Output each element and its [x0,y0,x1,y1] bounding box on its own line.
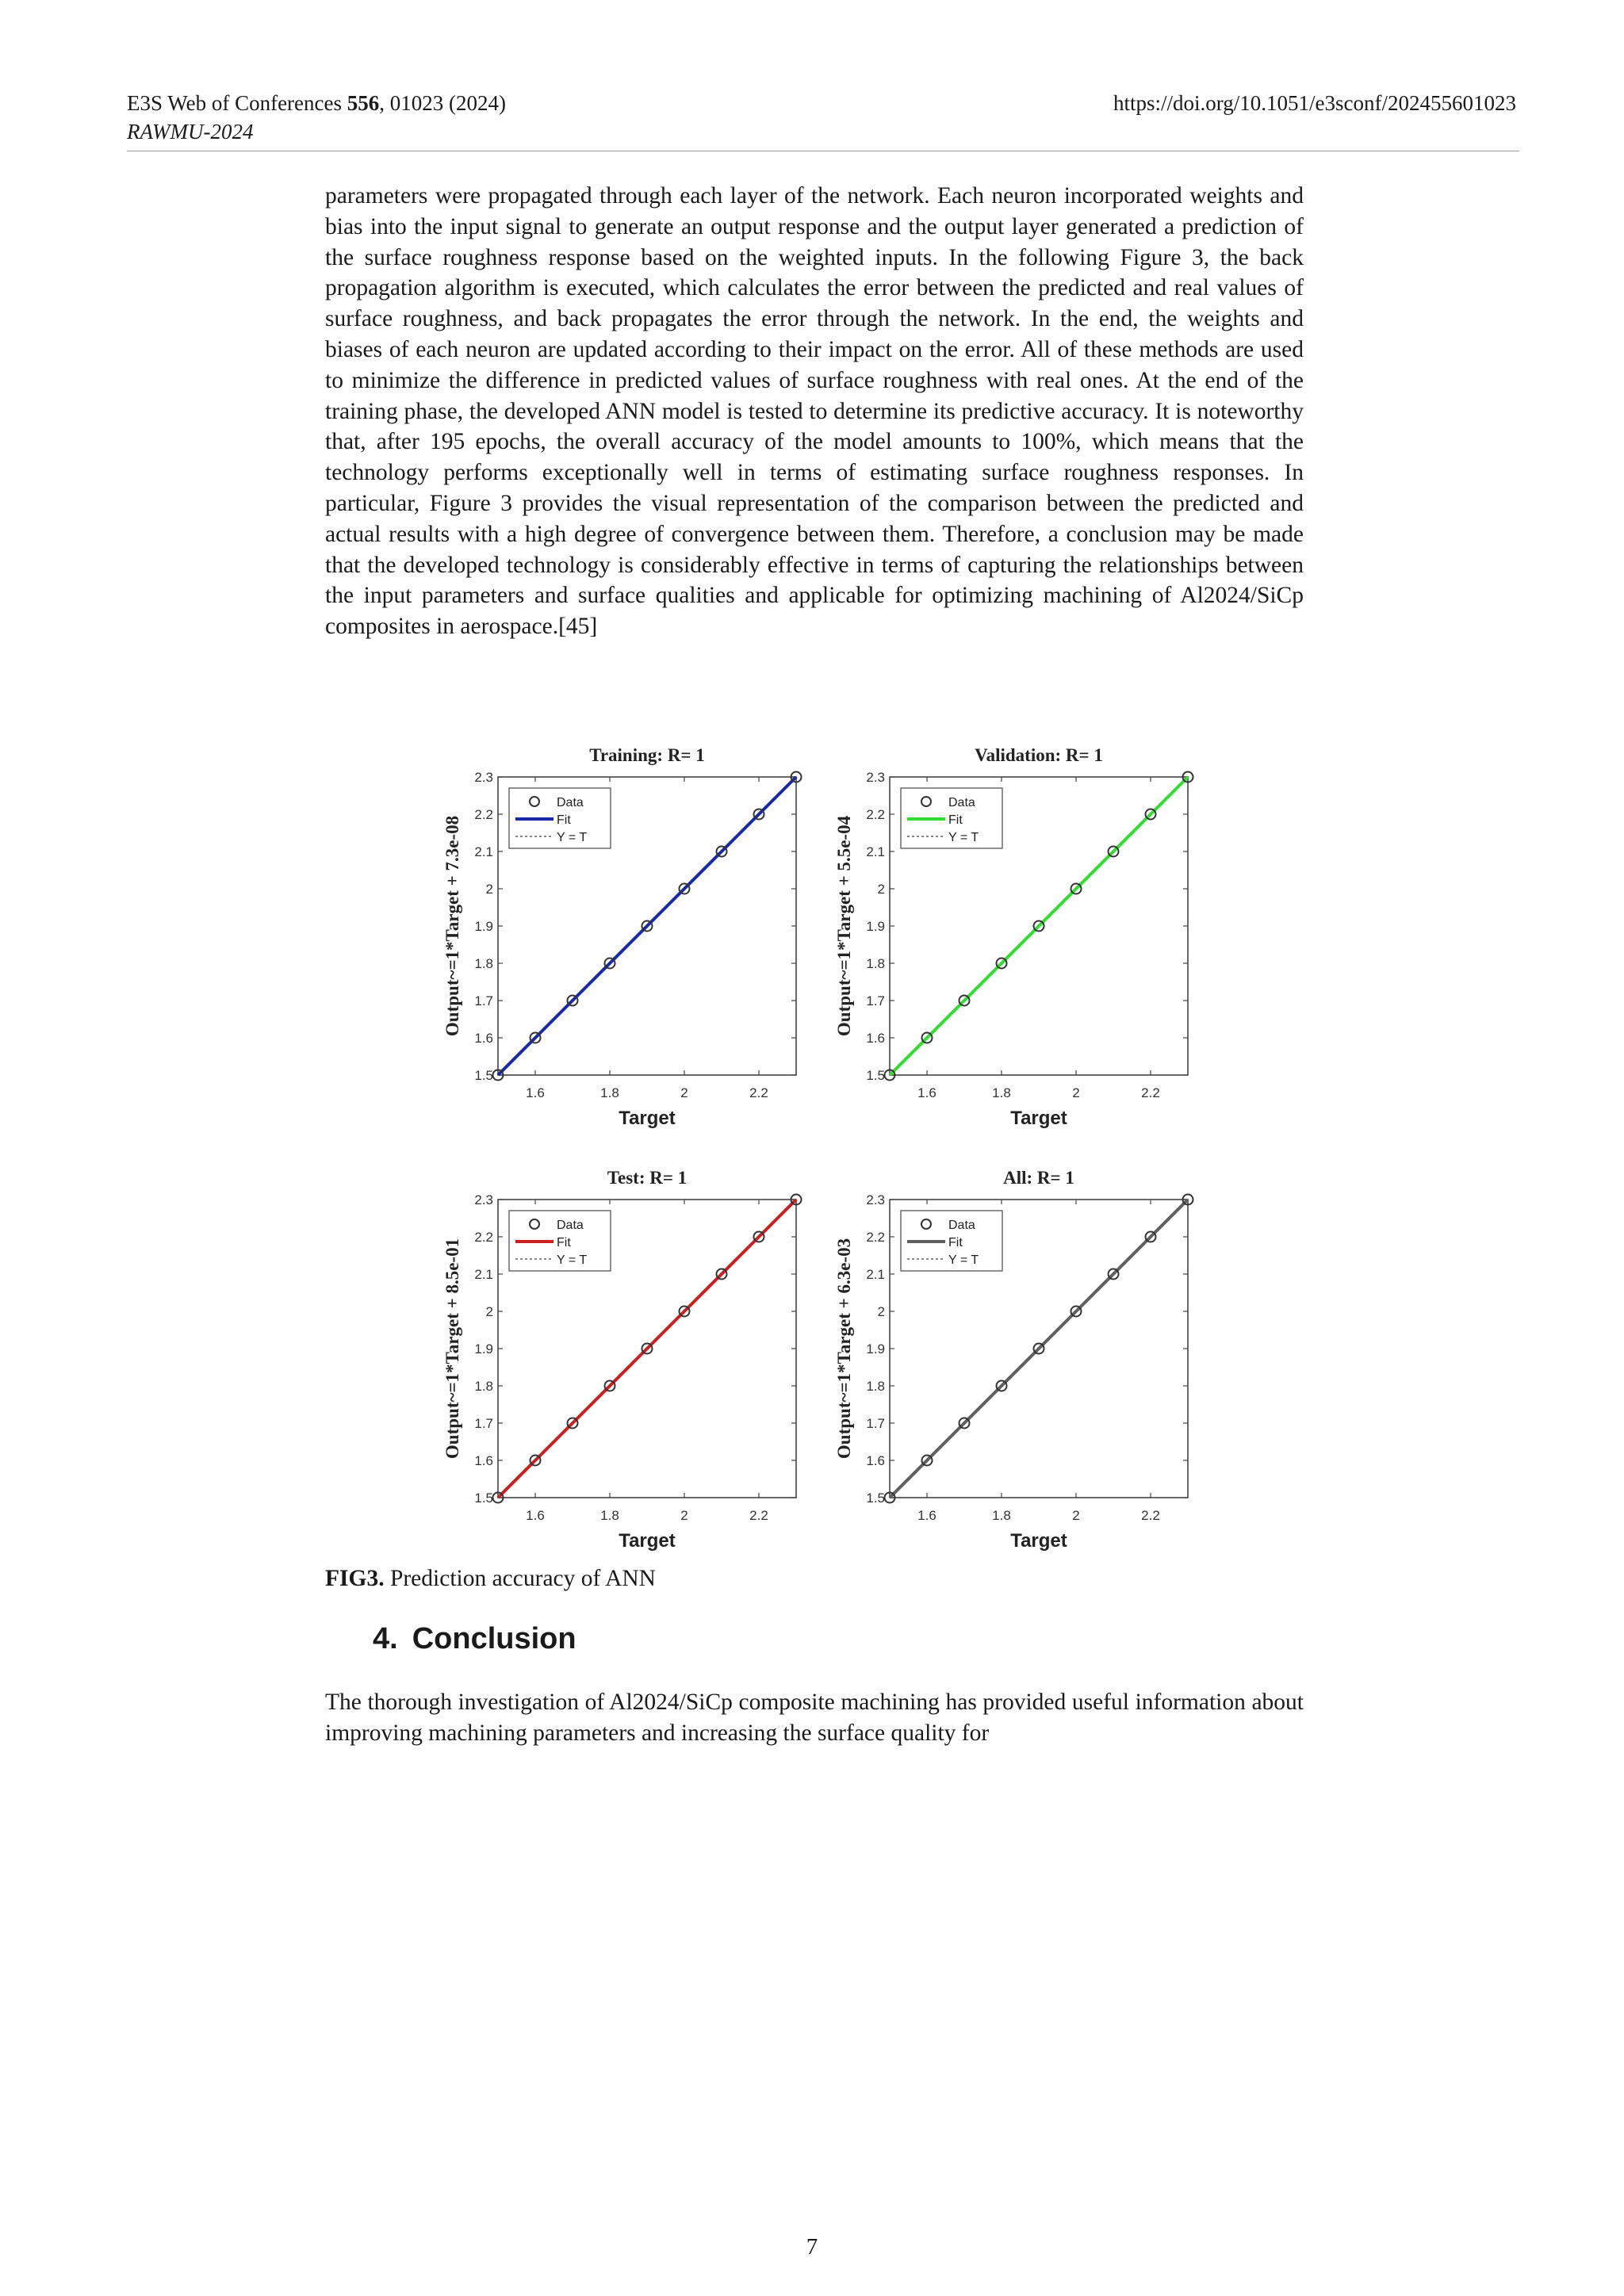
x-axis-label: Target [1010,1108,1067,1129]
y-tick-label: 2.1 [474,1267,493,1282]
y-tick-label: 2.2 [866,807,885,822]
chart-title: Validation: R= 1 [975,745,1103,765]
chart-title: All: R= 1 [1003,1168,1074,1188]
figure-3 [420,728,1213,1552]
y-tick-label: 1.7 [866,993,885,1008]
legend-data-label: Data [948,1219,975,1232]
y-axis-label: Output~=1*Target + 6.3e-03 [834,1238,854,1460]
x-tick-label: 2 [680,1085,688,1100]
chart-panel-4 [834,1168,1193,1552]
section-number: 4. [373,1622,398,1655]
y-tick-label: 2 [877,882,885,897]
running-header-left [127,89,506,146]
conclusion-paragraph: The thorough investigation of Al2024/SiCp composite machining has provided useful information about improving machining parameters and increasing the surface quality for [325,1689,1304,1746]
x-tick-label: 2 [680,1508,688,1523]
x-axis-label: Target [619,1108,676,1129]
x-tick-label: 2.2 [749,1508,768,1523]
y-tick-label: 2 [485,1304,493,1319]
regression-plots [420,728,1213,1552]
y-tick-label: 2.3 [866,770,885,785]
journal-name: E3S Web of Conferences [127,91,347,115]
section-title: Conclusion [412,1622,576,1655]
legend-identity-label: Y = T [948,1253,979,1267]
x-tick-label: 1.8 [992,1508,1011,1523]
y-axis-label: Output~=1*Target + 7.3e-08 [442,815,462,1037]
chart-title: Test: R= 1 [607,1168,688,1188]
legend-fit-label: Fit [948,1236,963,1249]
x-tick-label: 1.8 [600,1508,619,1523]
chart-panel-1 [442,745,802,1129]
y-tick-label: 1.7 [474,1416,493,1431]
y-tick-label: 2.1 [866,844,885,859]
legend-fit-label: Fit [948,813,963,827]
y-tick-label: 2.2 [474,807,493,822]
x-tick-label: 1.8 [992,1085,1011,1100]
x-tick-label: 2 [1072,1508,1080,1523]
y-tick-label: 2.1 [866,1267,885,1282]
x-tick-label: 1.6 [917,1508,936,1523]
conference-name: RAWMU-2024 [127,120,254,144]
y-tick-label: 1.6 [474,1453,493,1468]
x-tick-label: 2.2 [749,1085,768,1100]
legend-fit-label: Fit [557,813,571,827]
x-tick-label: 1.8 [600,1085,619,1100]
y-tick-label: 1.9 [866,919,885,934]
y-tick-label: 1.8 [474,956,493,971]
y-tick-label: 1.6 [866,1453,885,1468]
article-number: , 01023 (2024) [379,91,506,115]
x-tick-label: 2.2 [1141,1508,1160,1523]
y-axis-label: Output~=1*Target + 5.5e-04 [834,815,854,1037]
chart-title: Training: R= 1 [589,745,705,765]
figure-caption [325,1563,656,1594]
body-paragraph: parameters were propagated through each layer of the network. Each neuron incorporated weights and bias into the input signal to generate an output response and the output layer generated a prediction of the surface roughness response based on the weighted inputs. In the following Figure 3, the back propagation algorithm is executed, which calculates the error between the predicted and real values of surface roughness, and back propagates the error through the network. In the end, the weights and biases of each neuron are updated according to their impact on the error. All of these methods are used to minimize the difference in predicted values of surface roughness with real ones. At the end of the training phase, the developed ANN model is tested to determine its predictive accuracy. It is noteworthy that, after 195 epochs, the overall accuracy of the model amounts to 100%, which means that the technology performs exceptionally well in terms of estimating surface roughness responses. In particular, Figure 3 provides the visual representation of the comparison between the predicted and actual results with a high degree of convergence between them. Therefore, a conclusion may be made that the developed technology is considerably effective in terms of capturing the relationships between the input parameters and surface qualities and applicable for optimizing machining of Al2024/SiCp composites in aerospace.[45] [325,183,1304,640]
legend-data-label: Data [557,1219,584,1232]
legend-identity-label: Y = T [557,1253,588,1267]
y-tick-label: 2 [877,1304,885,1319]
chart-panel-2 [834,745,1193,1129]
page-number: 7 [806,2234,818,2260]
y-tick-label: 2.2 [866,1230,885,1245]
y-tick-label: 1.8 [866,956,885,971]
x-tick-label: 1.6 [526,1508,545,1523]
x-tick-label: 1.6 [917,1085,936,1100]
y-tick-label: 1.9 [474,1341,493,1357]
y-tick-label: 1.5 [474,1490,493,1506]
y-tick-label: 2 [485,882,493,897]
y-tick-label: 1.9 [474,919,493,934]
y-tick-label: 2.3 [474,1192,493,1207]
x-tick-label: 2 [1072,1085,1080,1100]
x-tick-label: 1.6 [526,1085,545,1100]
journal-volume: 556 [347,91,380,115]
x-axis-label: Target [1010,1530,1067,1552]
doi-link[interactable]: https://doi.org/10.1051/e3sconf/202455601023 [1113,91,1516,115]
caption-text: Prediction accuracy of ANN [384,1566,656,1591]
legend-identity-label: Y = T [557,831,588,844]
y-tick-label: 2.2 [474,1230,493,1245]
legend-fit-label: Fit [557,1236,571,1249]
y-tick-label: 1.5 [474,1068,493,1083]
y-axis-label: Output~=1*Target + 8.5e-01 [442,1238,462,1460]
x-tick-label: 2.2 [1141,1085,1160,1100]
section-heading [373,1619,576,1659]
y-tick-label: 1.6 [866,1031,885,1046]
y-tick-label: 1.8 [474,1379,493,1394]
chart-panel-3 [442,1168,802,1552]
y-tick-label: 1.6 [474,1031,493,1046]
x-axis-label: Target [619,1530,676,1552]
y-tick-label: 2.3 [866,1192,885,1207]
y-tick-label: 1.7 [866,1416,885,1431]
legend-data-label: Data [557,796,584,809]
y-tick-label: 1.7 [474,993,493,1008]
y-tick-label: 1.5 [866,1068,885,1083]
y-tick-label: 1.5 [866,1490,885,1506]
y-tick-label: 2.3 [474,770,493,785]
legend-identity-label: Y = T [948,831,979,844]
caption-label: FIG3. [325,1566,385,1591]
y-tick-label: 1.8 [866,1379,885,1394]
y-tick-label: 2.1 [474,844,493,859]
y-tick-label: 1.9 [866,1341,885,1357]
legend-data-label: Data [948,796,975,809]
